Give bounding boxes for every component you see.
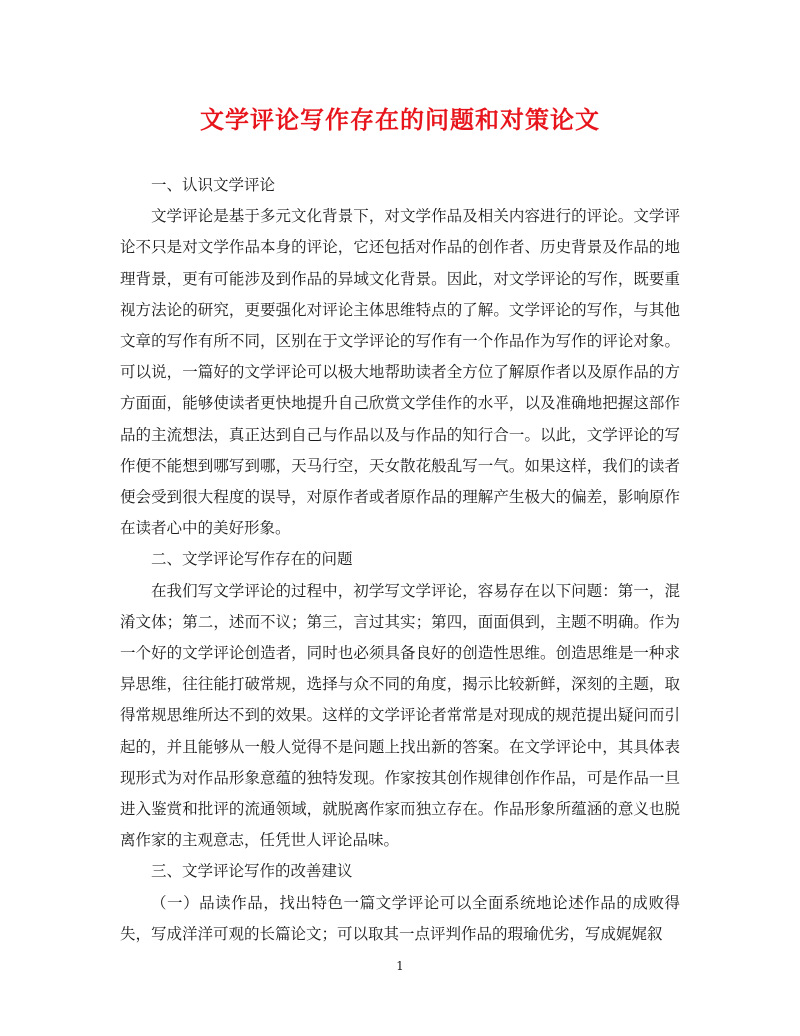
section-heading-2: 二、文学评论写作存在的问题 <box>151 550 353 569</box>
page-number: 1 <box>396 959 404 973</box>
body-paragraph-1: 文学评论是基于多元文化背景下，对文学作品及相关内容进行的评论。文学评论不只是对文学作品本身的评论，它还包括对作品的创作者、历史背景及作品的地理背景，更有可能涉及到作品的异域文化背景。因此，对文学评论的写作，既要重视方法论的研究，更要强化对评论主体思维特点的了解。文学评论的写作，与其他文章的写作有所不同，区别在于文学评论的写作有一个作品作为写作的评论对象。可以说，一篇好的文学评论可以极大地帮助读者全方位了解原作者以及原作品的方方面面，能够使读者更快地提升自己欣赏文学佳作的水平，以及准确地把握这部作品的主流想法，真正达到自己与作品以及与作品的知行合一。以此，文学评论的写作便不能想到哪写到哪，天马行空，天女散花般乱写一气。如果这样，我们的读者便会受到很大程度的误导，对原作者或者原作品的理解产生极大的偏差，影响原作在读者心中的美好形象。 <box>120 207 680 538</box>
section-heading-3: 三、文学评论写作的改善建议 <box>151 862 353 881</box>
body-paragraph-2: 在我们写文学评论的过程中，初学写文学评论，容易存在以下问题：第一，混淆文体；第二，述而不议；第三，言过其实；第四，面面俱到，主题不明确。作为一个好的文学评论创造者，同时也必须具备良好的创造性思维。创造思维是一种求异思维，往往能打破常规，选择与众不同的角度，揭示比较新鲜，深刻的主题，取得常规思维所达不到的效果。这样的文学评论者常常是对现成的规范提出疑问而引起的，并且能够从一般人觉得不是问题上找出新的答案。在文学评论中，其具体表现形式为对作品形象意蕴的独特发现。作家按其创作规律创作作品，可是作品一旦进入鉴赏和批评的流通领域，就脱离作家而独立存在。作品形象所蕴涵的意义也脱离作家的主观意志，任凭世人评论品味。 <box>120 581 680 850</box>
document-title: 文学评论写作存在的问题和对策论文 <box>200 105 600 134</box>
body-paragraph-3: （一）品读作品，找出特色一篇文学评论可以全面系统地论述作品的成败得失，写成洋洋可观的长篇论文；可以取其一点评判作品的瑕瑜优劣，写成娓娓叙 <box>120 893 680 943</box>
document-body <box>120 170 680 950</box>
section-heading-1: 一、认识文学评论 <box>151 176 276 194</box>
